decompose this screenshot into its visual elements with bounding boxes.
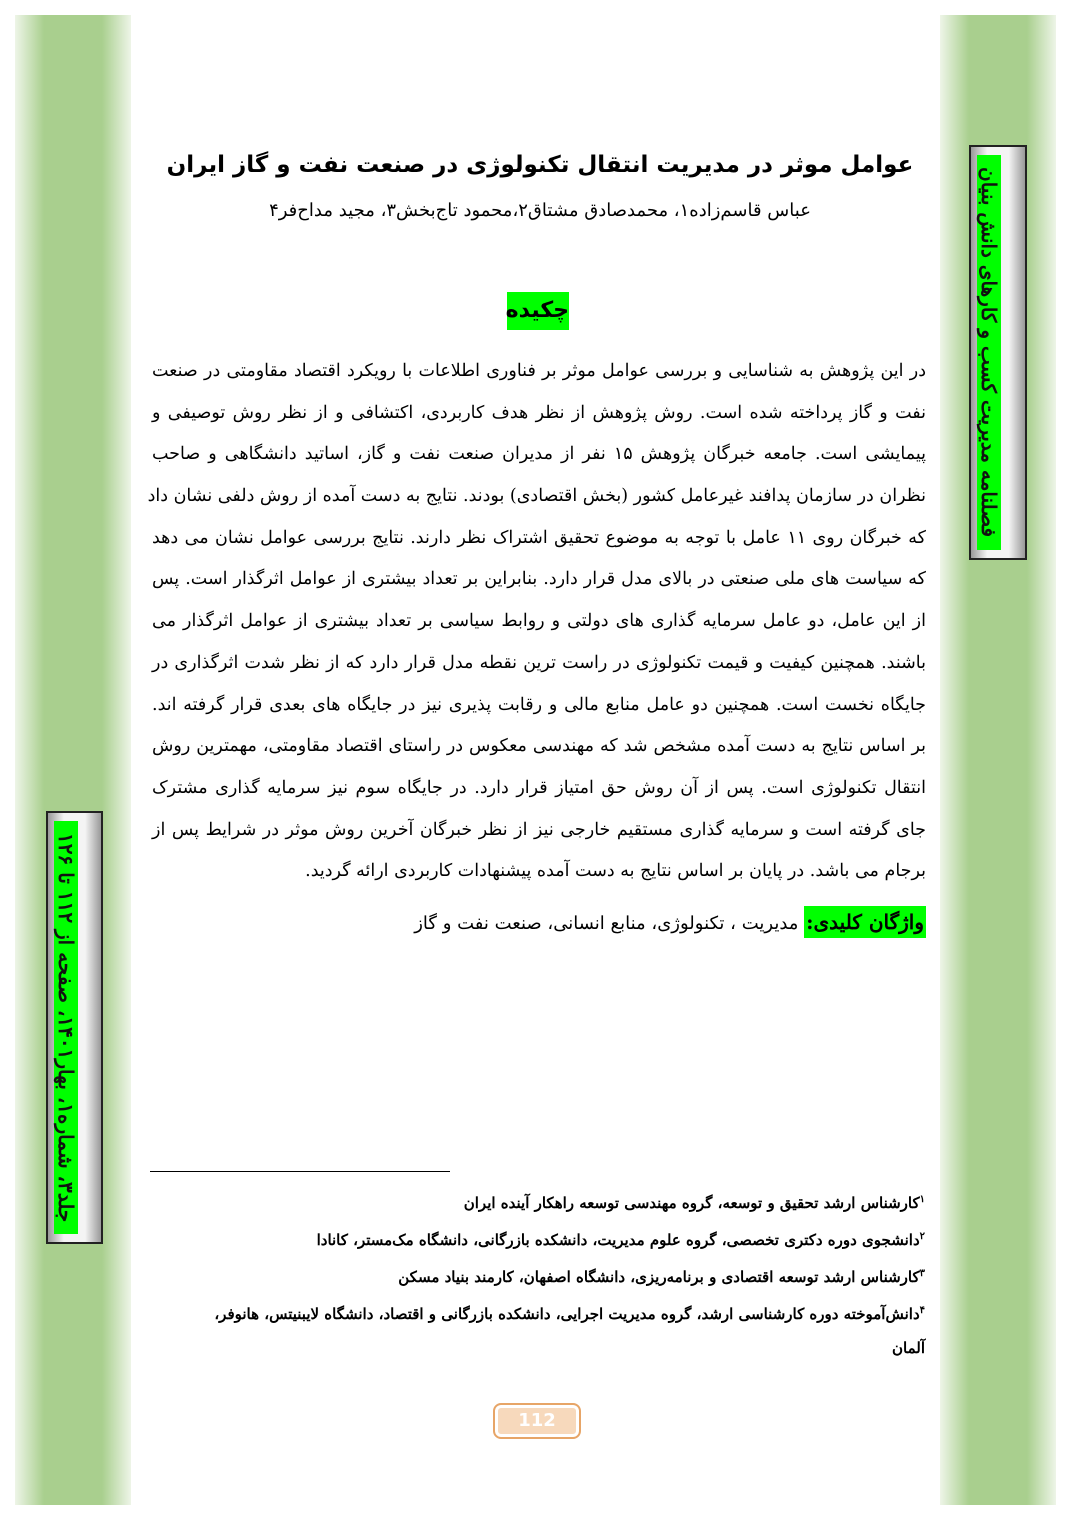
abstract-line: برجام می باشد. در پایان بر اساس نتایج به دست آمده پیشنهادات کاربردی ارائه گردید. bbox=[305, 861, 926, 882]
journal-name: فصلنامه مدیریت کسب و کارهای دانش بنیان bbox=[977, 155, 1001, 550]
abstract-line: از این عامل، دو عامل سرمایه گذاری های دولتی و روابط سیاسی بر تعداد بیشتری از عوامل اثرگذار می bbox=[152, 611, 926, 632]
footnote-text: دانشجوی دوره دکتری تخصصی، گروه علوم مدیریت، دانشکده بازرگانی، دانشگاه مک‌مستر، کانادا bbox=[316, 1231, 920, 1249]
footnote-mark: ۴ bbox=[919, 1305, 925, 1316]
article-title: عوامل موثر در مدیریت انتقال تکنولوژی در صنعت نفت و گاز ایران bbox=[166, 152, 914, 178]
issue-info-box bbox=[46, 811, 103, 1244]
keywords bbox=[152, 910, 926, 934]
footnote-continuation bbox=[150, 1333, 925, 1370]
footnote bbox=[150, 1296, 925, 1333]
footnote bbox=[150, 1222, 925, 1259]
abstract-line: جایگاه نخست است. همچنین دو عامل منابع مالی و رقابت پذیری نیز در جایگاه های بعدی قرار گرفته اند. bbox=[152, 694, 926, 715]
footnote-text: آلمان bbox=[892, 1339, 925, 1357]
journal-name-box bbox=[969, 145, 1027, 560]
article-authors: عباس قاسم‌زاده۱، محمدصادق مشتاق۲،محمود تاج‌بخش۳، مجید مداح‌فر۴ bbox=[269, 200, 811, 221]
abstract-line: جای گرفته است و سرمایه گذاری مستقیم خارجی نیز از نظر خبرگان آخرین روش موثر در شرایط پس از bbox=[152, 819, 926, 840]
footnote-mark: ۲ bbox=[919, 1231, 925, 1242]
abstract-line: باشند. همچنین کیفیت و قیمت تکنولوژی در راست ترین نقطه مدل قرار دارد که از نظر شدت اثرگذاری در bbox=[152, 652, 926, 673]
footnote-text: کارشناس ارشد تحقیق و توسعه، گروه مهندسی توسعه راهکار آینده ایران bbox=[463, 1194, 920, 1212]
issue-info: جلد۳، شماره۱، بهار۱۴۰۱، صفحه از ۱۱۲ تا ۱۲۶ bbox=[54, 821, 78, 1234]
abstract-line: نظران در سازمان پدافند غیرعامل کشور (بخش اقتصادی) بودند. نتایج به دست آمده از روش دلفی نشان داد bbox=[147, 486, 926, 507]
abstract-body bbox=[147, 352, 926, 894]
abstract-line: بر اساس نتایج به دست آمده مشخص شد که مهندسی معکوس در راستای اقتصاد مقاومتی، مهمترین روش bbox=[152, 736, 926, 757]
abstract-line: در این پژوهش به شناسایی و بررسی عوامل موثر بر فناوری اطلاعات با رویکرد اقتصاد مقاومتی در صنعت bbox=[152, 361, 926, 381]
page-number: 112 bbox=[493, 1403, 581, 1439]
footnote-mark: ۱ bbox=[919, 1194, 925, 1205]
abstract-line: که خبرگان روی ۱۱ عامل با توجه به موضوع تحقیق اشتراک نظر دارند. نتایج بررسی عوامل نشان می دهد bbox=[152, 527, 926, 548]
footnote-mark: ۳ bbox=[919, 1268, 925, 1279]
footnote bbox=[150, 1185, 925, 1222]
left-decorative-stripe bbox=[15, 15, 131, 1505]
abstract-heading: چکیده bbox=[507, 292, 569, 330]
abstract-line: که سیاست های ملی صنعتی در بالای مدل قرار دارد. بنابراین بر تعداد بیشتری از عوامل اثرگذار است. پس bbox=[152, 569, 926, 590]
abstract-line: نفت و گاز پرداخته شده است. روش پژوهش از نظر هدف کاربردی، اکتشافی و از نظر روش توصیفی و bbox=[152, 402, 926, 423]
abstract-line: انتقال تکنولوژی است. پس از آن روش حق امتیاز قرار دارد. در جایگاه سوم نیز سرمایه گذاری مشترک bbox=[152, 777, 926, 798]
footnote-text: کارشناس ارشد توسعه اقتصادی و برنامه‌ریزی، دانشگاه اصفهان، کارمند بنیاد مسکن bbox=[398, 1268, 920, 1286]
footnote-divider bbox=[150, 1171, 450, 1172]
footnote bbox=[150, 1259, 925, 1296]
keywords-value: مدیریت ، تکنولوژی، منابع انسانی، صنعت نفت و گاز bbox=[414, 913, 805, 934]
keywords-label: واژگان کلیدی: bbox=[804, 906, 926, 938]
footnotes bbox=[150, 1185, 925, 1370]
footnote-text: دانش‌آموخته دوره کارشناسی ارشد، گروه مدیریت اجرایی، دانشکده بازرگانی و اقتصاد، دانشگاه لایبنیتس، هانوفر، bbox=[214, 1305, 920, 1323]
abstract-line: پیمایشی است. جامعه خبرگان پژوهش ۱۵ نفر از مدیران صنعت نفت و گاز، اساتید دانشگاهی و صاحب bbox=[152, 444, 926, 465]
